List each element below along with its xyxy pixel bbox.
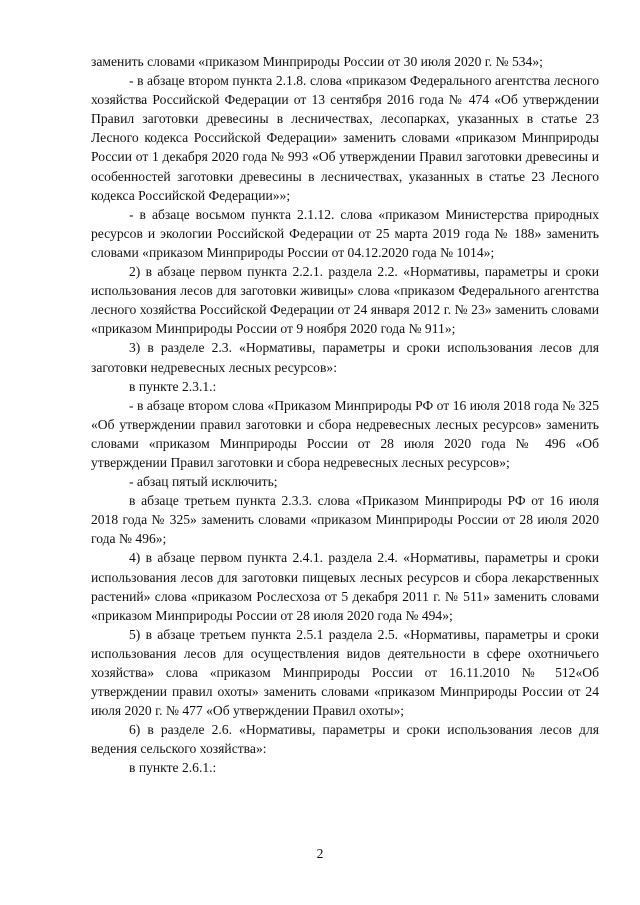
paragraph-8: - абзац пятый исключить;	[129, 474, 278, 490]
paragraph-4: 2) в абзаце первом пункта 2.2.1. раздела 2.2. «Нормативы, параметры и сроки использования лесов для заготовки живицы» слова «приказом Федерального агентства лесного хозяйства Российской Федерации от 24 января 2012 г. № 23» заменить словами «приказом Минприроды России от 9 ноября 2020 года № 911»;	[91, 264, 603, 337]
document-body	[91, 52, 603, 778]
paragraph-11: 5) в абзаце третьем пункта 2.5.1 раздела 2.5. «Нормативы, параметры и сроки использования лесов для осуществления видов деятельности в сфере охотничьего хозяйства» слова «приказом Минприроды России от 16.11.2010 № 512«Об утверждении правил охоты» заменить словами «приказом Минприроды России от 24 июля 2020 г. № 477 «Об утверждении Правил охоты»;	[91, 626, 603, 719]
paragraph-5: 3) в разделе 2.3. «Нормативы, параметры и сроки использования лесов для заготовки недревесных лесных ресурсов»:	[91, 340, 603, 375]
page-number: 2	[316, 846, 324, 861]
paragraph-12: 6) в разделе 2.6. «Нормативы, параметры и сроки использования лесов для ведения сельского хозяйства»:	[91, 722, 603, 757]
paragraph-1: заменить словами «приказом Минприроды России от 30 июля 2020 г. № 534»;	[91, 54, 543, 69]
paragraph-9: в абзаце третьем пункта 2.3.3. слова «Приказом Минприроды РФ от 16 июля 2018 года № 325» заменить словами «приказом Минприроды России от 28 июля 2020 года № 496»;	[91, 493, 603, 547]
paragraph-7: - в абзаце втором слова «Приказом Минприроды РФ от 16 июля 2018 года № 325 «Об утверждении правил заготовки и сбора недревесных лесных ресурсов» заменить словами «приказом Минприроды России от 28 июля 2020 года № 496 «Об утверждении Правил заготовки и сбора недревесных лесных ресурсов»;	[91, 397, 603, 470]
paragraph-13: в пункте 2.6.1.:	[129, 760, 217, 776]
paragraph-10: 4) в абзаце первом пункта 2.4.1. раздела 2.4. «Нормативы, параметры и сроки использования лесов для заготовки пищевых лесных ресурсов и сбора лекарственных растений» слова «приказом Рослесхоза от 5 декабря 2011 г. № 511» заменить словами «приказом Минприроды России от 28 июля 2020 года № 494»;	[91, 550, 603, 623]
paragraph-3: - в абзаце восьмом пункта 2.1.12. слова «приказом Министерства природных ресурсов и экологии Российской Федерации от 25 марта 2019 года № 188» заменить словами «приказом Минприроды России от 04.12.2020 года № 1014»;	[91, 206, 603, 260]
paragraph-6: в пункте 2.3.1.:	[129, 378, 217, 394]
paragraph-2: - в абзаце втором пункта 2.1.8. слова «приказом Федерального агентства лесного хозяйства Российской Федерации от 13 сентября 2016 года № 474 «Об утверждении Правил заготовки древесины в лесничествах, лесопарках, указанных в статье 23 Лесного кодекса Российской Федерации» заменить словами «приказом Минприроды России от 1 декабря 2020 года № 993 «Об утверждении Правил заготовки древесины и особенностей заготовки древесины в лесничествах, указанных в статье 23 Лесного кодекса Российской Федерации»»;	[91, 73, 603, 203]
